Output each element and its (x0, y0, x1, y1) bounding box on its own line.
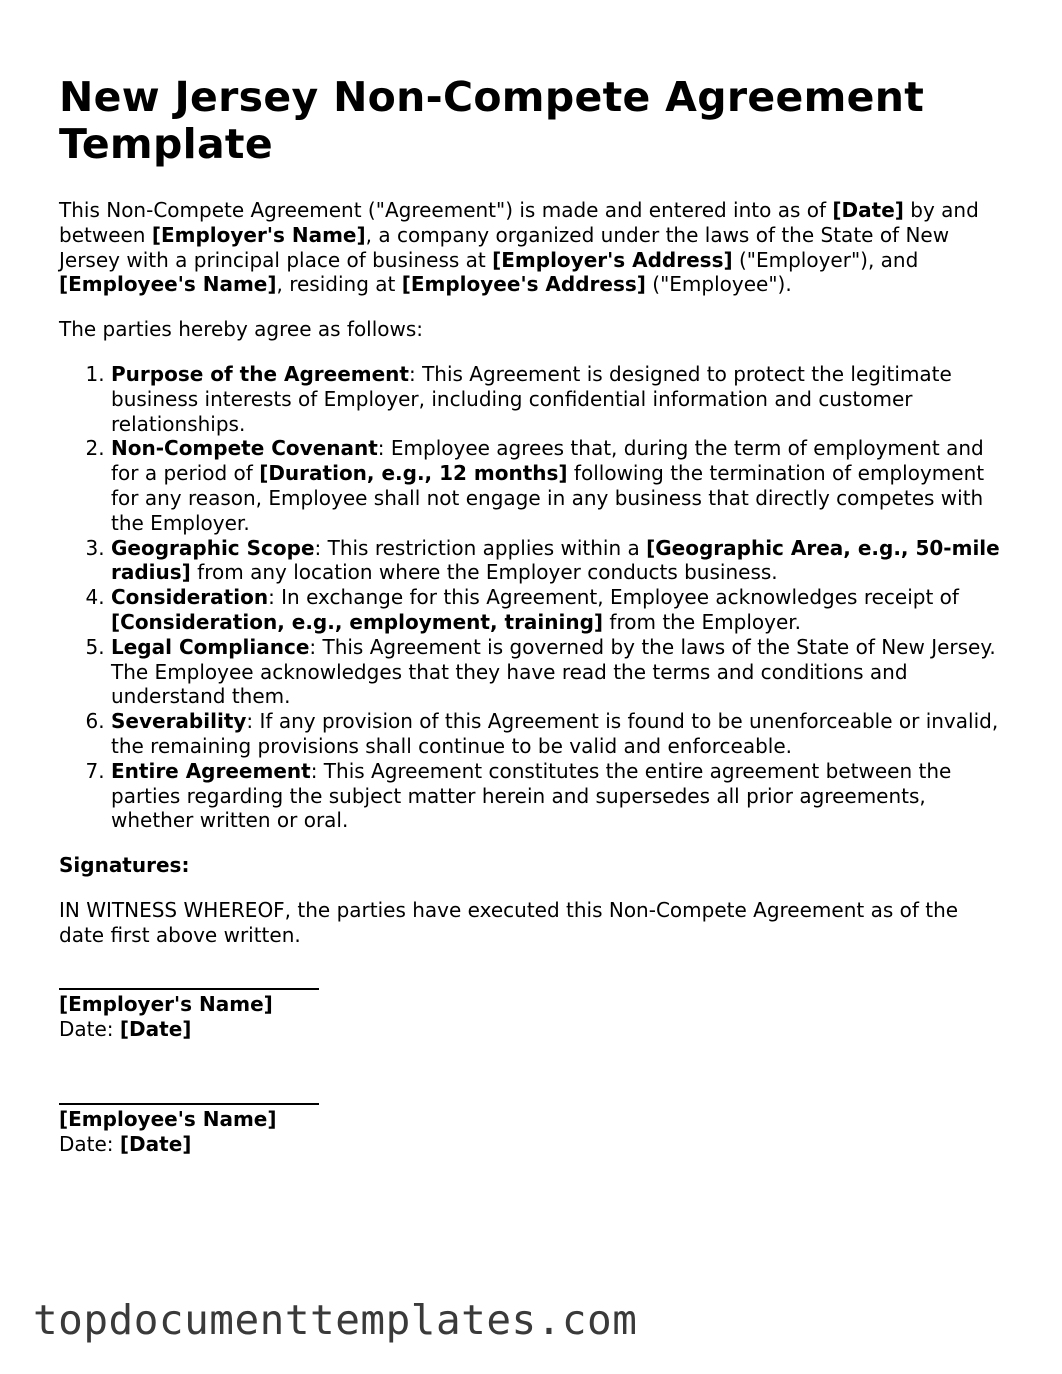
date-placeholder: [Date] (832, 198, 904, 222)
date-value: [Date] (119, 1131, 192, 1156)
clause-geographic-scope (111, 536, 1009, 586)
clause-text: from the Employer. (603, 609, 802, 634)
clause-text: : This restriction applies within a (314, 535, 647, 560)
employer-name-label: [Employer's Name] (59, 992, 273, 1017)
clause-heading: Severability (111, 709, 247, 734)
employer-signature-line[interactable] (59, 968, 1009, 993)
intro-text: ("Employee"). (645, 272, 792, 297)
geographic-area-placeholder: [Geographic Area, e.g., 50-mile radius] (111, 535, 1000, 585)
employee-signature-date (59, 1132, 1009, 1157)
clause-heading: Geographic Scope (111, 535, 315, 560)
clause-consideration (111, 585, 1009, 635)
document-page (59, 74, 1009, 1156)
clause-non-compete (111, 436, 1009, 535)
signatures-heading (59, 853, 1009, 878)
clause-heading: Purpose of the Agreement (111, 361, 409, 386)
clause-heading: Legal Compliance (111, 634, 310, 659)
employer-signature-date (59, 1017, 1009, 1042)
employer-signature-block (59, 968, 1009, 1042)
clause-entire-agreement (111, 759, 1009, 833)
employee-name-label: [Employee's Name] (59, 1106, 277, 1131)
watermark: topdocumenttemplates.com (33, 1296, 638, 1344)
intro-text: , a company organized under the laws of the State of New Jersey with a principal place of business at (59, 222, 950, 272)
intro-text: , residing at (276, 272, 402, 297)
intro-text: ("Employer"), and (732, 247, 919, 272)
employee-address-placeholder: [Employee's Address] (401, 272, 646, 297)
date-label: Date: (59, 1131, 120, 1156)
employee-name-placeholder: [Employee's Name] (59, 272, 277, 297)
lead-paragraph: The parties hereby agree as follows: (59, 317, 424, 342)
clause-purpose (111, 362, 1009, 436)
signatures-heading-text: Signatures: (59, 853, 190, 878)
employer-address-placeholder: [Employer's Address] (492, 247, 733, 272)
duration-placeholder: [Duration, e.g., 12 months] (259, 461, 568, 486)
clause-severability (111, 709, 1009, 759)
clause-text: following the termination of employment for any reason, Employee shall not engage in any business that directly competes with the Employer. (111, 461, 985, 535)
date-value: [Date] (119, 1017, 192, 1042)
employee-signature-line[interactable] (59, 1082, 1009, 1107)
date-label: Date: (59, 1017, 120, 1042)
employer-signature-name (59, 992, 1009, 1017)
intro-paragraph (59, 198, 1009, 297)
employee-signature-name (59, 1107, 1009, 1132)
clause-text: : This Agreement constitutes the entire agreement between the parties regarding the subject matter herein and supersedes all prior agreements, whether written or oral. (111, 758, 952, 833)
clause-text: : Employee agrees that, during the term of employment and for a period of (111, 436, 984, 486)
intro-text: This Non-Compete Agreement ("Agreement") is made and entered into as of (59, 198, 833, 222)
clause-list (59, 362, 1009, 833)
clause-legal-compliance (111, 635, 1009, 709)
witness-paragraph: IN WITNESS WHEREOF, the parties have executed this Non-Compete Agreement as of the date first above written. (59, 897, 959, 947)
clause-text: : If any provision of this Agreement is found to be unenforceable or invalid, the remaining provisions shall continue to be valid and enforceable. (111, 709, 999, 758)
clause-text: : This Agreement is governed by the laws of the State of New Jersey. The Employee acknowledges that they have read the terms and conditions and understand them. (111, 634, 996, 709)
clause-heading: Entire Agreement (111, 758, 311, 783)
employer-name-placeholder: [Employer's Name] (151, 222, 366, 247)
intro-text: by and between (59, 198, 979, 247)
employee-signature-block (59, 1082, 1009, 1156)
clause-text: : In exchange for this Agreement, Employee acknowledges receipt of (268, 585, 959, 610)
clause-heading: Non-Compete Covenant (111, 436, 378, 461)
clause-heading: Consideration (111, 585, 269, 610)
page-title: New Jersey Non-Compete Agreement Template (59, 73, 925, 168)
clause-text: : This Agreement is designed to protect the legitimate business interests of Employer, including confidential information and customer relationships. (111, 361, 952, 436)
clause-text: from any location where the Employer conducts business. (190, 560, 778, 585)
consideration-placeholder: [Consideration, e.g., employment, training] (111, 609, 604, 634)
